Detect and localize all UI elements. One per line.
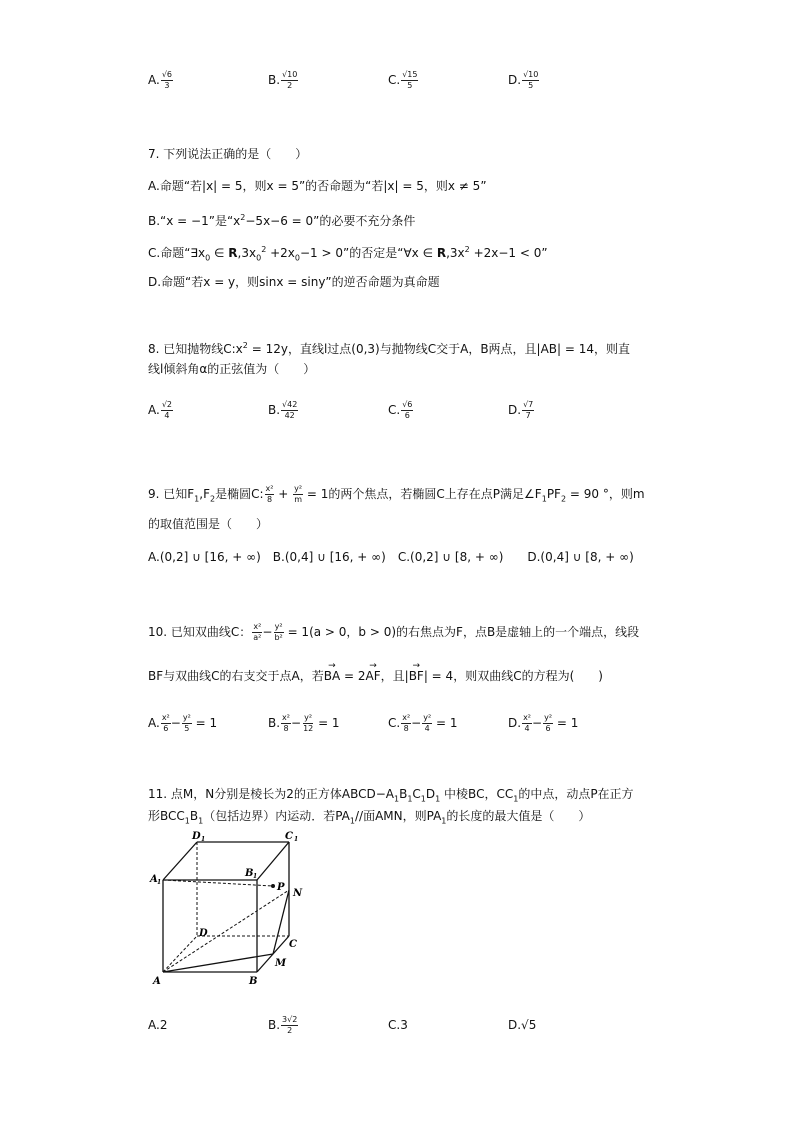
q7-option-b: B.“x = −1”是“$x^2-5x-6 = 0$”的必要不充分条件 bbox=[148, 213, 416, 228]
svg-text:1: 1 bbox=[201, 836, 206, 843]
svg-text:1: 1 bbox=[157, 879, 162, 886]
q10-option-c: C. $\frac{\text{x²}}{8}$ − $\frac{\text{y²}}{4}$ = 1 bbox=[388, 713, 458, 733]
numerator: √10 bbox=[523, 70, 539, 79]
numerator: √2 bbox=[161, 400, 172, 409]
vector-af: → AF bbox=[366, 668, 381, 684]
label-c: C bbox=[289, 939, 297, 950]
denominator: 2 bbox=[287, 1026, 293, 1035]
q8-stem-line2: 线l倾斜角α的正弦值为（ ） bbox=[148, 362, 316, 376]
label-d: D bbox=[199, 928, 208, 939]
svg-text:1: 1 bbox=[253, 873, 258, 880]
q9-options: A.(0,2] ∪ [16, + ∞) B.(0,4] ∪ [16, + ∞) C.(0,2] ∪ [8, + ∞) D.(0,4] ∪ [8, + ∞) bbox=[148, 550, 634, 564]
denominator: 4 bbox=[164, 411, 170, 420]
q8-option-d: D. $\frac{√7}{7}$ bbox=[508, 400, 534, 420]
q11-stem-line2: 形$BCC_1B_1$（包括边界）内运动．若$PA_1//$面AMN，则$PA_1$的长度的最大值是（ ） bbox=[148, 809, 591, 826]
numerator: √6 bbox=[161, 70, 172, 79]
label-b1: B bbox=[245, 868, 254, 879]
denominator: 5 bbox=[407, 81, 413, 90]
q9-stem-line2: 的取值范围是（ ） bbox=[148, 517, 269, 531]
denominator: 42 bbox=[284, 411, 295, 420]
q10-option-b: B. $\frac{\text{x²}}{8}$ − $\frac{\text{y²}}{12}$ = 1 bbox=[268, 713, 340, 733]
q6-option-a: A. $\frac{√6}{3}$ bbox=[148, 70, 172, 90]
q6-option-b: B. $\frac{√10}{2}$ bbox=[268, 70, 298, 90]
q6-option-c: C. $\frac{√15}{5}$ bbox=[388, 70, 418, 90]
q8-option-c: C. $\frac{√6}{6}$ bbox=[388, 400, 413, 420]
denominator: 3 bbox=[164, 81, 170, 90]
q8-option-a: A. $\frac{√2}{4}$ bbox=[148, 400, 172, 420]
numerator: √15 bbox=[402, 70, 418, 79]
denominator: 5 bbox=[528, 81, 534, 90]
q7-option-a: A.命题“若|x| = 5，则x = 5”的否命题为“若|x| = 5，则x ≠ 5” bbox=[148, 179, 487, 193]
numerator: √42 bbox=[282, 400, 298, 409]
q11-option-c: C.3 bbox=[388, 1018, 408, 1032]
q8-stem-line1: 8. 已知抛物线$C:x^2 = 12y$，直线l过点(0,3)与抛物线C交于A，B两点，且|AB| = 14，则直 bbox=[148, 341, 631, 356]
numerator: √7 bbox=[523, 400, 534, 409]
q6-option-d: D. $\frac{√10}{5}$ bbox=[508, 70, 539, 90]
label-p: P bbox=[277, 882, 285, 893]
q7-stem: 7. 下列说法正确的是（ ） bbox=[148, 147, 308, 161]
q11-option-b: B. $\frac{3√2}{2}$ bbox=[268, 1015, 298, 1035]
q11-stem-line1: 11. 点M，N分别是棱长为2的正方体$ABCD-A_1B_1C_1D_1$ 中棱BC，$CC_1$的中点，动点P在正方 bbox=[148, 787, 634, 804]
label-a1: A bbox=[150, 874, 158, 885]
q11-option-a: A.2 bbox=[148, 1018, 168, 1032]
label-a: A bbox=[153, 976, 161, 987]
vector-ba: → BA bbox=[324, 668, 340, 684]
denominator: 2 bbox=[287, 81, 293, 90]
label-n: N bbox=[293, 888, 303, 899]
q7-option-d: D.命题“若x = y，则sinx = siny”的逆否命题为真命题 bbox=[148, 275, 440, 289]
label-b: B bbox=[249, 976, 258, 987]
numerator: √6 bbox=[402, 400, 413, 409]
q9-stem-line1: 9. 已知$F_1,F_2$是椭圆C: $\frac{\text{x²}}{8}$ + $\frac{\text{y²}}{m}$ = 1的两个焦点，若椭圆C上存在点P满足$\angle F_1PF_2 = 90$ °，则m bbox=[148, 484, 645, 504]
cube-figure bbox=[145, 830, 315, 992]
label-m: M bbox=[275, 958, 287, 969]
vector-bf: → BF bbox=[409, 668, 424, 684]
label-d1: D bbox=[192, 831, 201, 842]
svg-text:1: 1 bbox=[294, 836, 299, 843]
numerator: 3√2 bbox=[282, 1015, 298, 1024]
q7-option-c: C.命题“$\exists x_0$ ∈ $R,3x_0^2 +2x_0-1 > 0$”的否定是“∀x ∈ $R,3x^2 +2x-1 < 0$” bbox=[148, 245, 548, 263]
q10-option-d: D. $\frac{\text{x²}}{4}$ − $\frac{\text{y²}}{6}$ = 1 bbox=[508, 713, 579, 733]
numerator: √10 bbox=[282, 70, 298, 79]
q10-stem-line1: 10. 已知双曲线C： $\frac{\text{x²}}{\text{a²}}$ − $\frac{\text{y²}}{\text{b²}}$ = 1(a > 0，b > 0)的右焦点为F，点B是虚轴上的一个端点，线段 bbox=[148, 622, 640, 642]
q11-option-d: D.√5 bbox=[508, 1018, 537, 1032]
denominator: 7 bbox=[525, 411, 531, 420]
q10-option-a: A. $\frac{\text{x²}}{6}$ − $\frac{\text{y²}}{5}$ = 1 bbox=[148, 713, 218, 733]
q10-stem-line2: BF与双曲线C的右支交于点A，若→ BA = 2→ AF，且|→ BF| = 4，则双曲线C的方程为( ) bbox=[148, 668, 603, 684]
denominator: 6 bbox=[404, 411, 410, 420]
q8-option-b: B. $\frac{√42}{42}$ bbox=[268, 400, 298, 420]
label-c1: C bbox=[285, 831, 293, 842]
